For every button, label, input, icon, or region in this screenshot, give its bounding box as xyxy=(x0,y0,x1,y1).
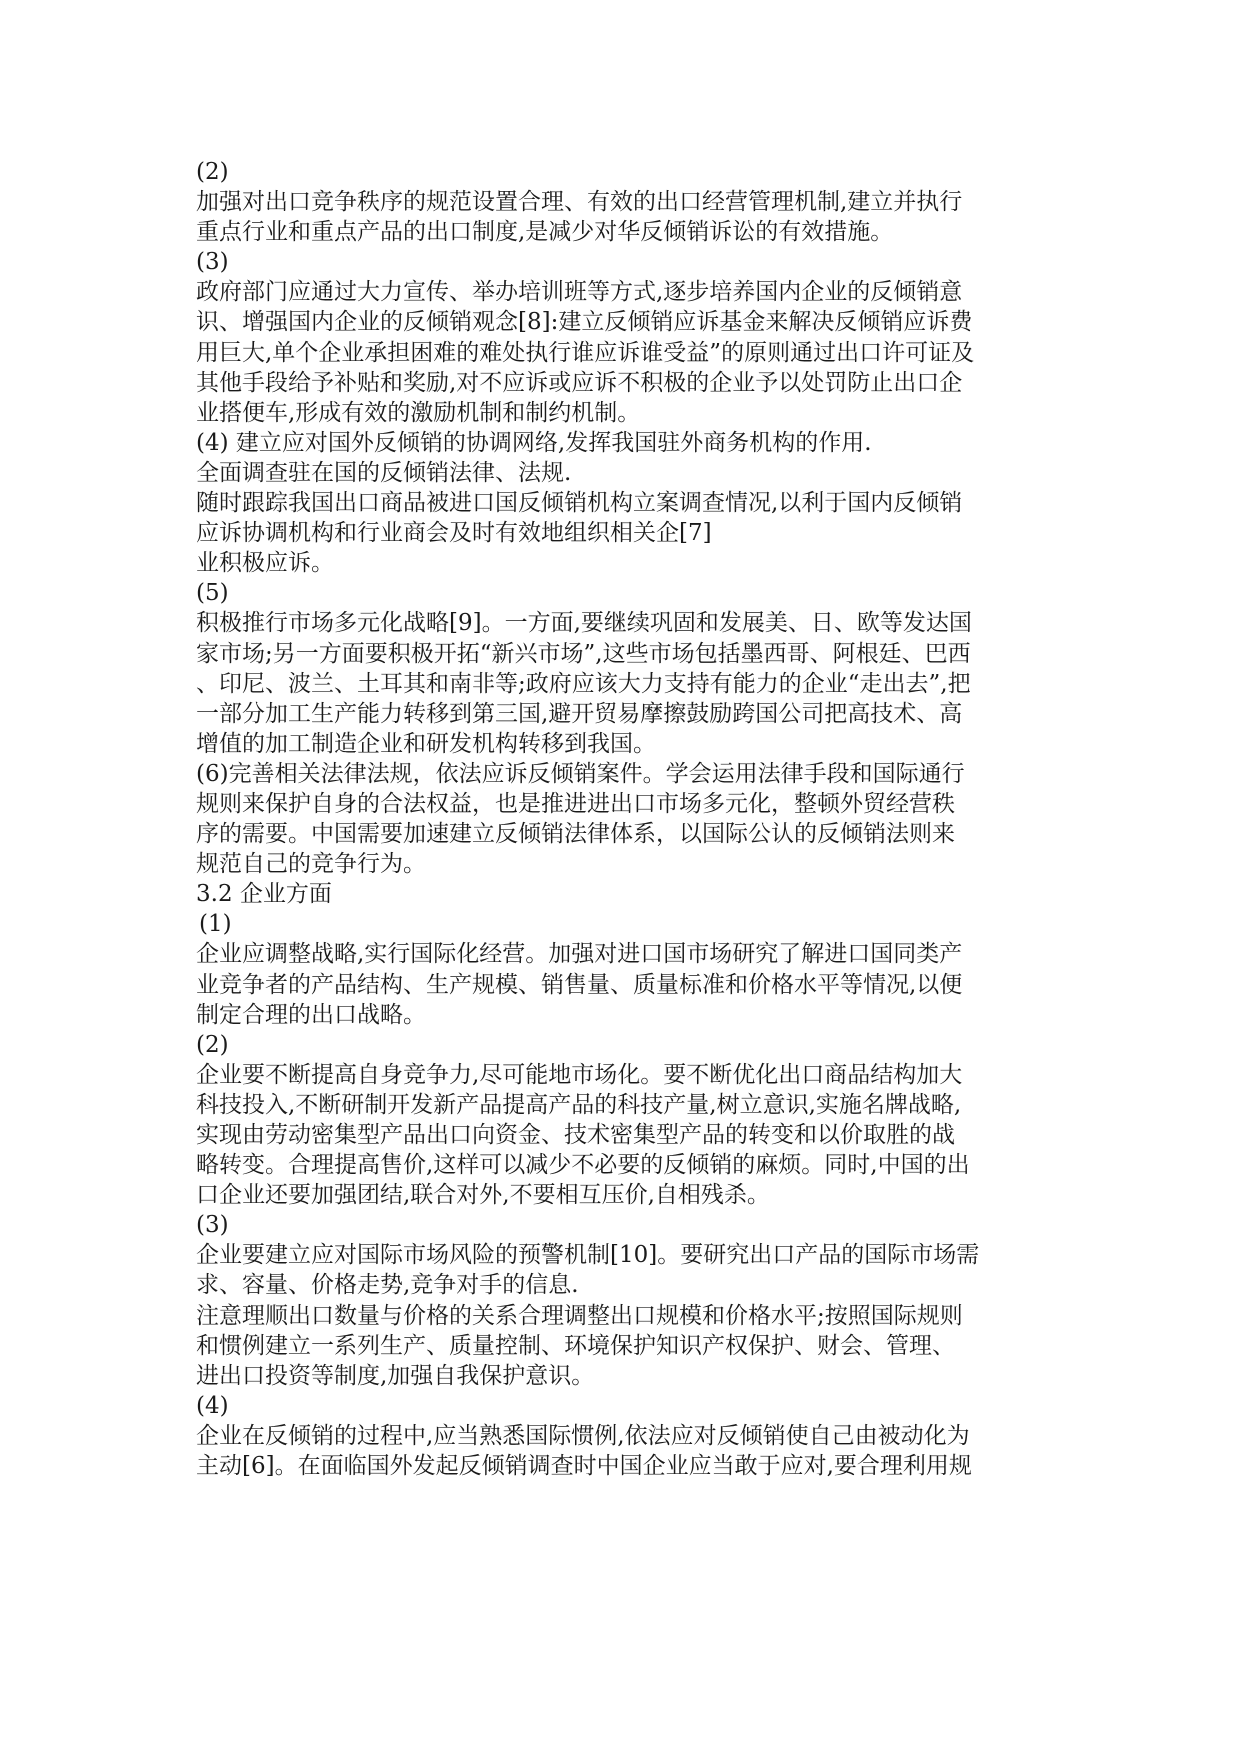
text-line: 识、增强国内企业的反倾销观念[8]:建立反倾销应诉基金来解决反倾销应诉费 xyxy=(196,309,973,336)
text-line: 口企业还要加强团结,联合对外,不要相互压价,自相残杀。 xyxy=(196,1182,770,1209)
text-line: 注意理顺出口数量与价格的关系合理调整出口规模和价格水平;按照国际规则 xyxy=(196,1302,963,1329)
text-line: 制定合理的出口战略。 xyxy=(196,1001,426,1028)
text-line: 序的需要。中国需要加速建立反倾销法律体系，以国际公认的反倾销法则来 xyxy=(196,821,955,848)
text-line: 一部分加工生产能力转移到第三国,避开贸易摩擦鼓励跨国公司把高技术、高 xyxy=(196,700,963,727)
text-line: 实现由劳动密集型产品出口向资金、技术密集型产品的转变和以价取胜的战 xyxy=(196,1122,955,1148)
text-line: 政府部门应通过大力宣传、举办培训班等方式,逐步培养国内企业的反倾销意 xyxy=(196,279,963,306)
text-line: 和惯例建立一系列生产、质量控制、环境保护知识产权保护、财会、管理、 xyxy=(196,1332,955,1359)
text-line: 随时跟踪我国出口商品被进口国反倾销机构立案调查情况,以利于国内反倾销 xyxy=(196,490,963,517)
text-line: 增值的加工制造企业和研发机构转移到我国。 xyxy=(196,730,656,757)
text-line: 进出口投资等制度,加强自我保护意识。 xyxy=(196,1362,595,1389)
text-line: 家市场;另一方面要积极开拓“新兴市场”,这些市场包括墨西哥、阿根廷、巴西 xyxy=(196,640,971,667)
text-line: 重点行业和重点产品的出口制度,是减少对华反倾销诉讼的有效措施。 xyxy=(196,219,894,246)
text-line: 企业在反倾销的过程中,应当熟悉国际惯例,依法应对反倾销使自己由被动化为 xyxy=(196,1422,970,1449)
text-line: (6)完善相关法律法规，依法应诉反倾销案件。学会运用法律手段和国际通行 xyxy=(196,760,965,787)
text-line: 企业要建立应对国际市场风险的预警机制[10]。要研究出口产品的国际市场需 xyxy=(196,1242,980,1269)
text-line: 业搭便车,形成有效的激励机制和制约机制。 xyxy=(196,399,641,426)
text-line: 加强对出口竞争秩序的规范设置合理、有效的出口经营管理机制,建立并执行 xyxy=(196,189,963,216)
text-line: 、印尼、波兰、土耳其和南非等;政府应该大力支持有能力的企业“走出去”,把 xyxy=(196,670,971,697)
text-line: 业竞争者的产品结构、生产规模、销售量、质量标准和价格水平等情况,以便 xyxy=(196,971,963,998)
text-line: 应诉协调机构和行业商会及时有效地组织相关企[7] xyxy=(196,520,712,547)
text-line: (2) xyxy=(196,159,229,185)
text-line: 略转变。合理提高售价,这样可以减少不必要的反倾销的麻烦。同时,中国的出 xyxy=(196,1152,970,1179)
text-line: (4) xyxy=(196,1392,229,1419)
text-line: 求、容量、价格走势,竞争对手的信息. xyxy=(196,1272,579,1299)
text-line: (4) 建立应对国外反倾销的协调网络,发挥我国驻外商务机构的作用. xyxy=(196,429,872,456)
text-line: 全面调查驻在国的反倾销法律、法规. xyxy=(196,459,572,486)
text-line: 积极推行市场多元化战略[9]。一方面,要继续巩固和发展美、日、欧等发达国 xyxy=(196,610,972,637)
text-line: 主动[6]。在面临国外发起反倾销调查时中国企业应当敢于应对,要合理利用规 xyxy=(196,1453,972,1480)
text-line: 用巨大,单个企业承担困难的难处执行谁应诉谁受益”的原则通过出口许可证及 xyxy=(196,339,975,366)
text-line: (3) xyxy=(196,1212,229,1239)
text-line: (5) xyxy=(196,580,229,607)
text-line: 业积极应诉。 xyxy=(196,550,334,577)
text-line: (3) xyxy=(196,249,229,276)
text-line: (1) xyxy=(199,911,232,938)
text-line: 科技投入,不断研制开发新产品提高产品的科技产量,树立意识,实施名牌战略, xyxy=(196,1091,962,1118)
text-line: 企业应调整战略,实行国际化经营。加强对进口国市场研究了解进口国同类产 xyxy=(196,941,963,968)
text-line: 其他手段给予补贴和奖励,对不应诉或应诉不积极的企业予以处罚防止出口企 xyxy=(196,369,963,396)
text-line: 企业要不断提高自身竞争力,尽可能地市场化。要不断优化出口商品结构加大 xyxy=(196,1061,963,1088)
text-line: 规范自己的竞争行为。 xyxy=(196,851,426,878)
text-line: (2) xyxy=(196,1031,229,1058)
section-heading: 3.2 企业方面 xyxy=(196,881,332,908)
text-line: 规则来保护自身的合法权益，也是推进进出口市场多元化，整顿外贸经营秩 xyxy=(196,790,955,817)
